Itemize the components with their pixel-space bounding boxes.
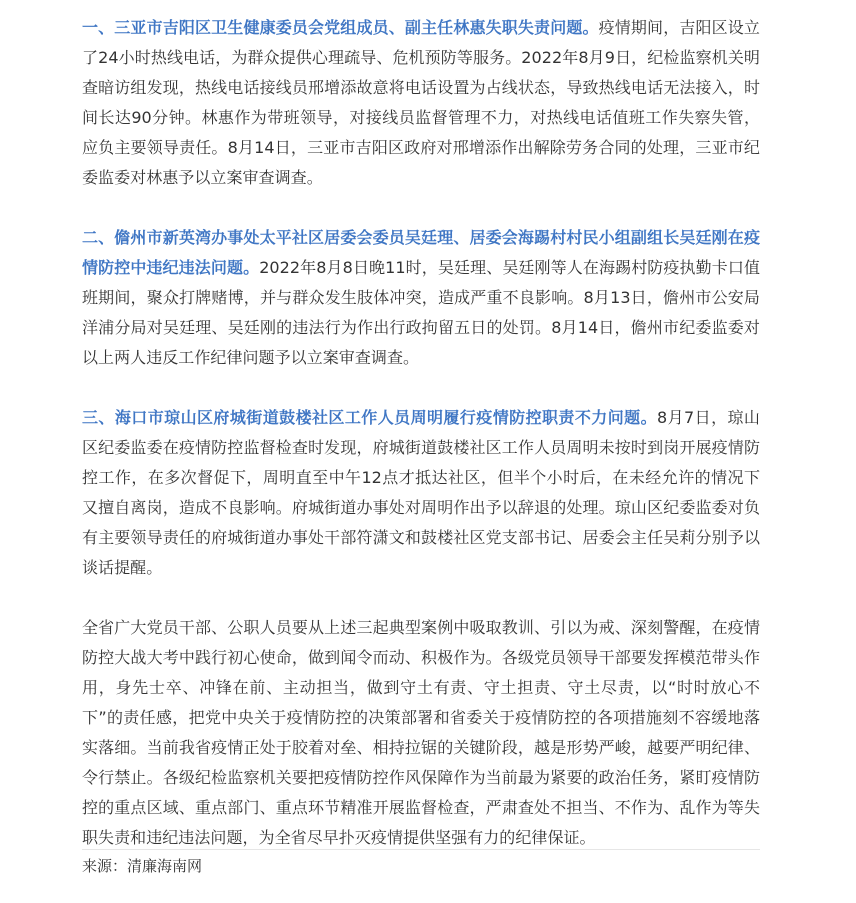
article-body bbox=[82, 13, 760, 883]
cut-off-content bbox=[82, 899, 760, 903]
case-paragraph-3 bbox=[82, 403, 760, 583]
case-body-2: 2022年8月8日晚11时，吴廷理、吴廷刚等人在海踢村防疫执勤卡口值班期间，聚众打牌赌博，并与群众发生肢体冲突，造成严重不良影响。8月13日，儋州市公安局洋浦分局对吴廷理、吴廷刚的违法行为作出行政拘留五日的处罚。8月14日，儋州市纪委监委对以上两人违反工作纪律问题予以立案审查调查。 bbox=[82, 258, 760, 367]
case-headline-1: 一、三亚市吉阳区卫生健康委员会党组成员、副主任林惠失职失责问题。 bbox=[82, 18, 599, 37]
case-headline-3: 三、海口市琼山区府城街道鼓楼社区工作人员周明履行疫情防控职责不力问题。 bbox=[82, 408, 657, 427]
case-body-1: 疫情期间，吉阳区设立了24小时热线电话，为群众提供心理疏导、危机预防等服务。2022年8月9日，纪检监察机关明查暗访组发现，热线电话接线员邢增添故意将电话设置为占线状态，导致热线电话无法接入，时间长达90分钟。林惠作为带班领导，对接线员监督管理不力，对热线电话值班工作失察失管，应负主要领导责任。8月14日，三亚市吉阳区政府对邢增添作出解除劳务合同的处理，三亚市纪委监委对林惠予以立案审查调查。 bbox=[82, 18, 760, 187]
case-headline-2: 二、儋州市新英湾办事处太平社区居委会委员吴廷理、居委会海踢村村民小组副组长吴廷刚在疫情防控中违纪违法问题。 bbox=[82, 228, 760, 277]
source-divider bbox=[82, 849, 760, 850]
case-paragraph-2 bbox=[82, 223, 760, 373]
closing-paragraph: 全省广大党员干部、公职人员要从上述三起典型案例中吸取教训、引以为戒、深刻警醒，在疫情防控大战大考中践行初心使命，做到闻令而动、积极作为。各级党员领导干部要发挥模范带头作用，身先士卒、冲锋在前、主动担当，做到守土有责、守土担责、守土尽责，以“时时放心不下”的责任感，把党中央关于疫情防控的决策部署和省委关于疫情防控的各项措施刻不容缓地落实落细。当前我省疫情正处于胶着对垒、相持拉锯的关键阶段，越是形势严峻，越要严明纪律、令行禁止。各级纪检监察机关要把疫情防控作风保障作为当前最为紧要的政治任务，紧盯疫情防控的重点区域、重点部门、重点环节精准开展监督检查，严肃查处不担当、不作为、乱作为等失职失责和违纪违法问题，为全省尽早扑灭疫情提供坚强有力的纪律保证。 bbox=[82, 618, 760, 847]
case-body-3: 8月7日，琼山区纪委监委在疫情防控监督检查时发现，府城街道鼓楼社区工作人员周明未按时到岗开展疫情防控工作，在多次督促下，周明直至中午12点才抵达社区，但半个小时后，在未经允许的情况下又擅自离岗，造成不良影响。府城街道办事处对周明作出予以辞退的处理。琼山区纪委监委对负有主要领导责任的府城街道办事处干部符潇文和鼓楼社区党支部书记、居委会主任吴莉分别予以谈话提醒。 bbox=[82, 408, 760, 577]
case-paragraph-1 bbox=[82, 13, 760, 193]
source-line: 来源：清廉海南网 bbox=[82, 857, 203, 875]
